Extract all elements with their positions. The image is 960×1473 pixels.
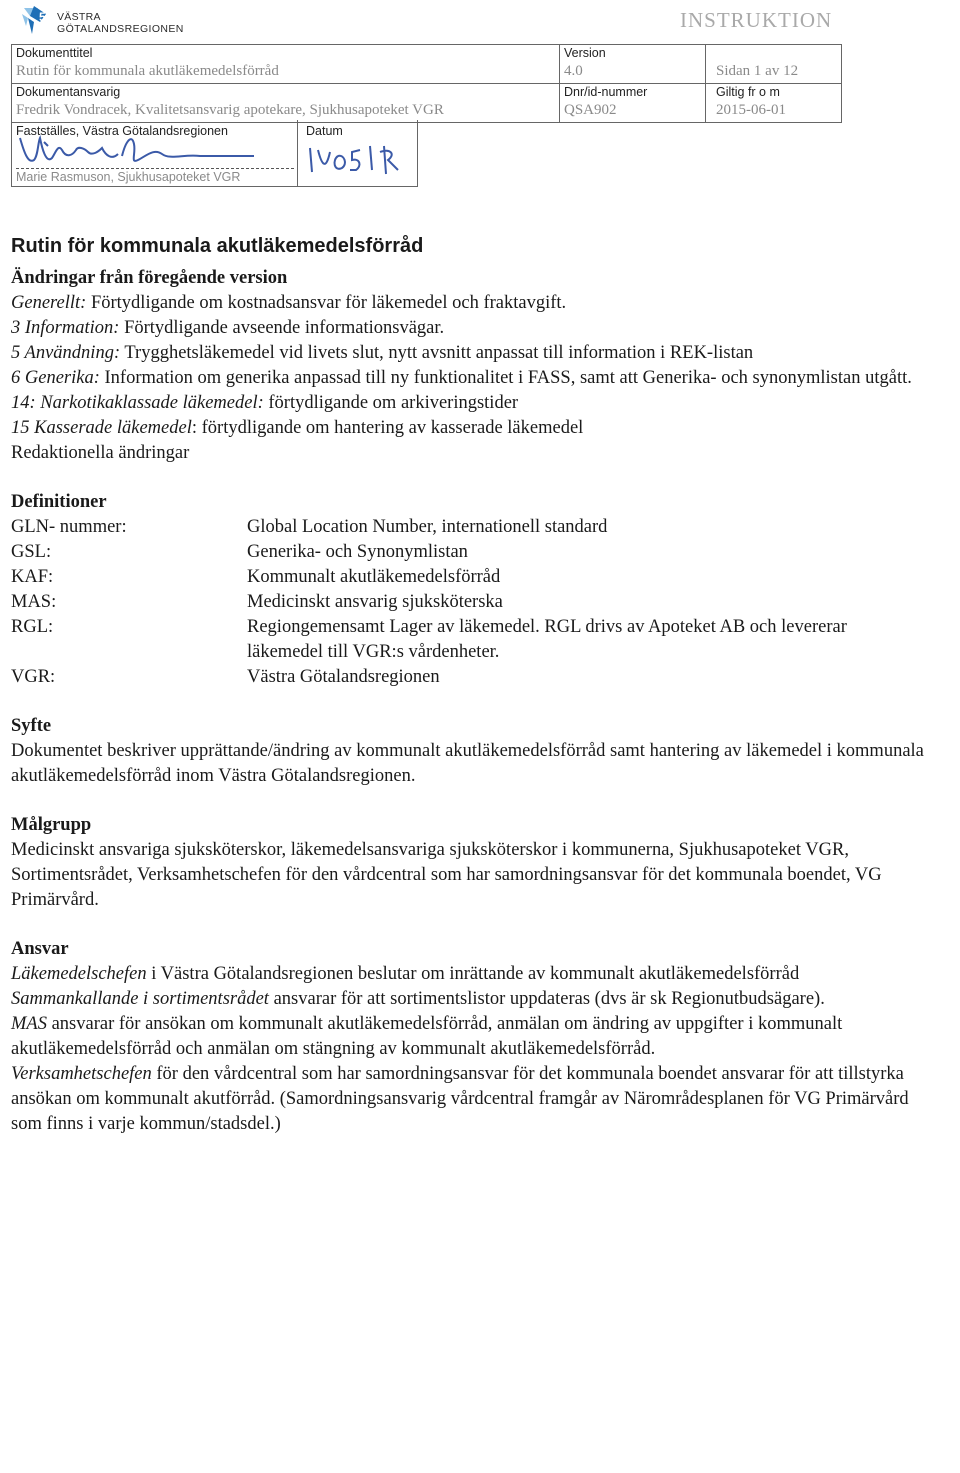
handwritten-date <box>304 140 404 180</box>
logo-line1: VÄSTRA <box>57 11 101 23</box>
definition-row: MAS: Medicinskt ansvarig sjuksköterska <box>11 592 503 612</box>
handwritten-signature <box>14 130 294 172</box>
document-title-label: Dokumenttitel <box>16 46 93 60</box>
vgr-logo-mark-icon <box>20 4 60 44</box>
page-number: Sidan 1 av 12 <box>716 63 799 79</box>
approved-by-name: Marie Rasmuson, Sjukhusapoteket VGR <box>16 170 241 184</box>
document-id-label: Dnr/id-nummer <box>564 85 648 99</box>
definition-row: GLN- nummer: Global Location Number, internationell standard <box>11 517 608 537</box>
change-item: 3 Information: Förtydligande avseende informationsvägar. <box>11 318 445 338</box>
syfte-heading: Syfte <box>11 716 52 736</box>
document-owner-label: Dokumentansvarig <box>16 85 121 99</box>
definition-row: VGR: Västra Götalandsregionen <box>11 667 440 687</box>
change-item: 5 Användning: Trygghetsläkemedel vid livets slut, nytt avsnitt anpassat till information i REK-listan <box>11 343 754 363</box>
ansvar-item: Verksamhetschefen för den vårdcentral som har samordningsansvar för det kommunala boendet ansvarar för att tillstyrka ansökan om kommunalt akutförråd. (Samordningsansvarig vårdcentral framgår av Närområdesplanen för VG Primärvård som finns i varje kommun/stadsdel.) <box>11 1064 909 1134</box>
syfte-text: Dokumentet beskriver upprättande/ändring av kommunalt akutläkemedelsförråd samt hantering av läkemedel i kommunala akutläkemedelsförråd inom Västra Götalandsregionen. <box>11 741 924 786</box>
definitions-heading: Definitioner <box>11 492 107 512</box>
valid-from-label: Giltig fr o m <box>716 85 780 99</box>
change-item: 15 Kasserade läkemedel: förtydligande om hantering av kasserade läkemedel <box>11 418 584 438</box>
approval-box <box>11 120 418 187</box>
document-main-title: Rutin för kommunala akutläkemedelsförråd <box>11 235 424 257</box>
logo-line2: GÖTALANDSREGIONEN <box>57 23 184 35</box>
vgr-logo <box>20 4 220 44</box>
document-id-value: QSA902 <box>564 102 617 118</box>
document-owner-value: Fredrik Vondracek, Kvalitetsansvarig apotekare, Sjukhusapoteket VGR <box>16 102 444 118</box>
version-label: Version <box>564 46 606 60</box>
malgrupp-heading: Målgrupp <box>11 815 92 835</box>
header-row-title <box>12 45 841 84</box>
change-item: Redaktionella ändringar <box>11 443 190 463</box>
change-item: 6 Generika: Information om generika anpassad till ny funktionalitet i FASS, samt att Generika- och synonymlistan utgått. <box>11 368 912 388</box>
changes-heading: Ändringar från föregående version <box>11 268 288 288</box>
header-row-owner <box>12 84 841 122</box>
ansvar-item: Sammankallande i sortimentsrådet ansvarar för att sortimentslistor uppdateras (dvs är sk Regionutbudsägare). <box>11 989 825 1009</box>
approved-by-label: Fastställes, Västra Götalandsregionen <box>16 124 228 138</box>
version-value: 4.0 <box>564 63 583 79</box>
date-label: Datum <box>306 124 343 138</box>
document-body <box>11 232 941 1137</box>
valid-from-value: 2015-06-01 <box>716 102 786 118</box>
svg-text:5: 5 <box>39 10 46 24</box>
ansvar-item: MAS ansvarar för ansökan om kommunalt akutläkemedelsförråd, anmälan om ändring av uppgifter i kommunalt akutläkemedelsförråd och anmälan om stängning av kommunalt akutläkemedelsförråd. <box>11 1014 843 1059</box>
definition-row: KAF: Kommunalt akutläkemedelsförråd <box>11 567 501 587</box>
ansvar-item: Läkemedelschefen i Västra Götalandsregionen beslutar om inrättande av kommunalt akutläkemedelsförråd <box>11 964 800 984</box>
change-item: 14: Narkotikaklassade läkemedel: förtydligande om arkiveringstider <box>11 393 519 413</box>
malgrupp-text: Medicinskt ansvariga sjuksköterskor, läkemedelsansvariga sjuksköterskor i kommunerna, Sjukhusapoteket VGR, Sortimentsrådet, Verksamhetschefen för den vårdcentral som har samordningsansvar för det kommunala boendet, VG Primärvård. <box>11 840 882 910</box>
document-type: INSTRUKTION <box>680 8 833 32</box>
ansvar-heading: Ansvar <box>11 939 69 959</box>
change-item: Generellt: Förtydligande om kostnadsansvar för läkemedel och fraktavgift. <box>11 293 567 313</box>
document-header-table <box>11 44 842 123</box>
document-title-value: Rutin för kommunala akutläkemedelsförråd <box>16 63 279 79</box>
definition-row: RGL: Regiongemensamt Lager av läkemedel. RGL drivs av Apoteket AB och levererar läkemedel till VGR:s vårdenheter. <box>11 617 847 662</box>
definition-row: GSL: Generika- och Synonymlistan <box>11 542 468 562</box>
